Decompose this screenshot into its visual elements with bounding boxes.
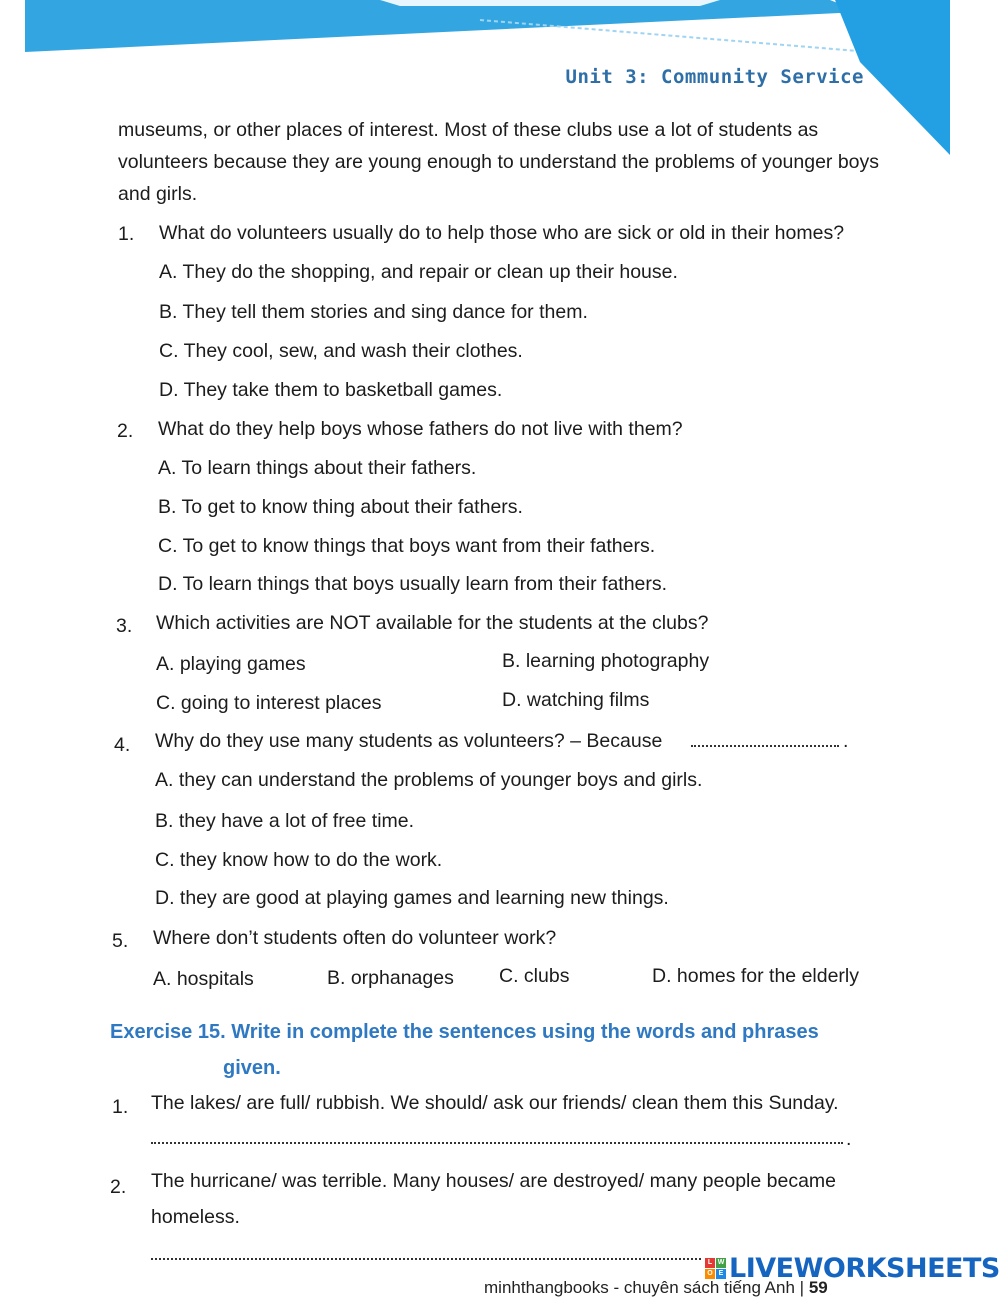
question-1-text: What do volunteers usually do to help those who are sick or old in their homes? <box>159 222 845 244</box>
question-5-option-c[interactable]: C. clubs <box>499 965 570 987</box>
page-number: 59 <box>808 1278 828 1297</box>
question-2-number: 2. <box>117 420 134 442</box>
unit-title: Unit 3: Community Service <box>565 66 864 88</box>
exercise-item-2-number: 2. <box>110 1176 127 1198</box>
exercise-15-heading <box>110 1014 890 1086</box>
question-4-option-c[interactable]: C. they know how to do the work. <box>155 849 443 871</box>
question-2-text: What do they help boys whose fathers do not live with them? <box>158 418 683 440</box>
question-5-option-d[interactable]: D. homes for the elderly <box>652 965 860 987</box>
exercise-item-1-answer-line[interactable] <box>151 1142 843 1144</box>
question-4-option-a[interactable]: A. they can understand the problems of younger boys and girls. <box>155 769 703 791</box>
logo-letter-o: O <box>705 1269 715 1279</box>
question-3-option-c[interactable]: C. going to interest places <box>156 692 382 714</box>
question-4-text: Why do they use many students as volunteers? – Because <box>155 730 663 752</box>
footer-text: minhthangbooks - chuyên sách tiếng Anh | <box>484 1278 805 1297</box>
question-1-number: 1. <box>118 223 135 245</box>
exercise-item-1-answer-end: . <box>846 1128 852 1150</box>
watermark-text: LIVEWORKSHEETS <box>729 1252 1000 1284</box>
exercise-item-2-text-line1: The hurricane/ was terrible. Many houses/ are destroyed/ many people became <box>151 1170 837 1192</box>
question-5-number: 5. <box>112 930 129 952</box>
logo-letter-e: E <box>716 1269 726 1279</box>
question-3-option-a[interactable]: A. playing games <box>156 653 306 675</box>
exercise-item-1-number: 1. <box>112 1096 129 1118</box>
question-2-option-a[interactable]: A. To learn things about their fathers. <box>158 457 477 479</box>
question-2-option-d[interactable]: D. To learn things that boys usually learn from their fathers. <box>158 573 668 595</box>
question-1-option-c[interactable]: C. They cool, sew, and wash their clothes. <box>159 340 523 362</box>
question-4-option-b[interactable]: B. they have a lot of free time. <box>155 810 415 832</box>
question-1-option-a[interactable]: A. They do the shopping, and repair or clean up their house. <box>159 261 678 283</box>
question-3-text: Which activities are NOT available for the students at the clubs? <box>156 612 709 634</box>
exercise-15-title-line2: given. <box>223 1057 281 1079</box>
question-2-option-c[interactable]: C. To get to know things that boys want from their fathers. <box>158 535 656 557</box>
question-2-option-b[interactable]: B. To get to know thing about their fathers. <box>158 496 523 518</box>
passage-text: museums, or other places of interest. Most of these clubs use a lot of students as volunteers because they are young enough to understand the problems of younger boys and girls. <box>118 119 880 205</box>
question-1-option-b[interactable]: B. They tell them stories and sing dance for them. <box>159 301 588 323</box>
question-5-option-b[interactable]: B. orphanages <box>327 967 454 989</box>
question-3-option-b[interactable]: B. learning photography <box>502 650 710 672</box>
question-5-text: Where don’t students often do volunteer work? <box>153 927 557 949</box>
question-1-option-d[interactable]: D. They take them to basketball games. <box>159 379 503 401</box>
exercise-item-2-answer-line[interactable] <box>151 1258 701 1260</box>
question-3-option-d[interactable]: D. watching films <box>502 689 650 711</box>
question-5-option-a[interactable]: A. hospitals <box>153 968 254 990</box>
liveworksheets-watermark <box>705 1252 1000 1284</box>
question-4-blank-end: . <box>843 730 849 752</box>
logo-letter-w: W <box>717 1258 725 1266</box>
exercise-item-1-text: The lakes/ are full/ rubbish. We should/ ask our friends/ clean them this Sunday. <box>151 1092 839 1114</box>
logo-letter-l: L <box>705 1258 715 1268</box>
exercise-item-2-text-line2: homeless. <box>151 1206 240 1228</box>
question-3-number: 3. <box>116 615 133 637</box>
liveworksheets-logo-icon <box>705 1258 726 1279</box>
question-4-option-d[interactable]: D. they are good at playing games and learning new things. <box>155 887 669 909</box>
question-4-answer-blank[interactable] <box>691 745 839 747</box>
question-4-number: 4. <box>114 734 131 756</box>
exercise-15-title-line1: Exercise 15. Write in complete the sentences using the words and phrases <box>110 1021 819 1043</box>
